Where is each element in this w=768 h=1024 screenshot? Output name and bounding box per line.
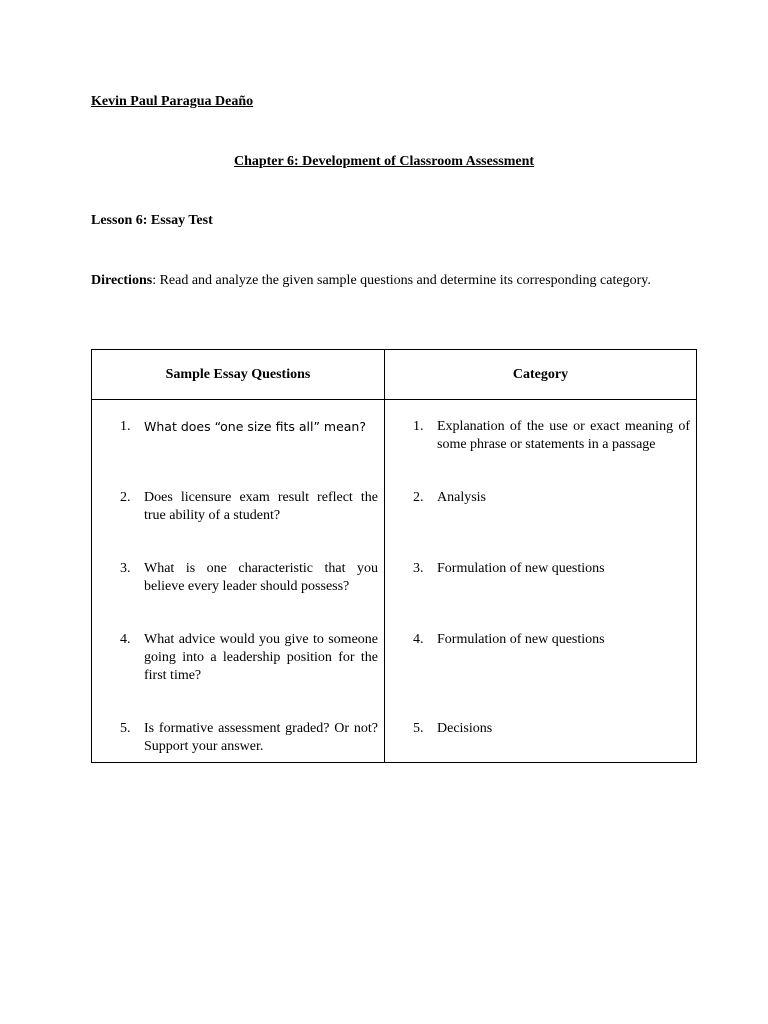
category-item — [391, 631, 690, 702]
header-sample-essay-questions: Sample Essay Questions — [92, 350, 385, 400]
category-item — [391, 489, 690, 542]
question-item — [98, 720, 378, 756]
question-number: 3. — [120, 561, 131, 576]
question-item — [98, 631, 378, 702]
category-text: Formulation of new questions — [437, 561, 605, 576]
category-number: 1. — [413, 419, 424, 434]
question-text: Is formative assessment graded? Or not? Support your answer. — [144, 721, 378, 754]
category-number: 5. — [413, 721, 424, 736]
essay-questions-table — [91, 349, 697, 763]
category-text: Explanation of the use or exact meaning of some phrase or statements in a passage — [437, 419, 690, 452]
questions-cell — [92, 400, 385, 763]
question-text: What is one characteristic that you believe every leader should possess? — [144, 561, 378, 594]
question-text: What does “one size fits all” mean? — [144, 419, 366, 434]
question-number: 5. — [120, 721, 131, 736]
question-text: Does licensure exam result reflect the true ability of a student? — [144, 490, 378, 523]
categories-list — [391, 418, 690, 756]
category-text: Formulation of new questions — [437, 632, 605, 647]
lesson-title: Lesson 6: Essay Test — [91, 213, 213, 228]
directions-paragraph — [91, 271, 677, 291]
question-item — [98, 489, 378, 542]
category-number: 3. — [413, 561, 424, 576]
table-header-row — [92, 350, 697, 400]
category-text: Analysis — [437, 490, 486, 505]
table-body-row — [92, 400, 697, 763]
category-item — [391, 720, 690, 756]
directions-text: : Read and analyze the given sample questions and determine its corresponding category. — [152, 273, 651, 288]
question-number: 2. — [120, 490, 131, 505]
question-item — [98, 560, 378, 613]
directions-label: Directions — [91, 273, 153, 288]
category-item — [391, 418, 690, 471]
question-number: 4. — [120, 632, 131, 647]
questions-list — [98, 418, 378, 756]
categories-cell — [385, 400, 697, 763]
category-item — [391, 560, 690, 613]
question-number: 1. — [120, 419, 131, 434]
author-name: Kevin Paul Paragua Deaño — [91, 94, 254, 109]
category-number: 4. — [413, 632, 424, 647]
question-text: What advice would you give to someone going into a leadership position for the first time? — [144, 632, 378, 683]
category-number: 2. — [413, 490, 424, 505]
category-text: Decisions — [437, 721, 493, 736]
chapter-title: Chapter 6: Development of Classroom Assessment — [233, 154, 535, 169]
question-item — [98, 418, 378, 471]
header-category: Category — [385, 350, 697, 400]
